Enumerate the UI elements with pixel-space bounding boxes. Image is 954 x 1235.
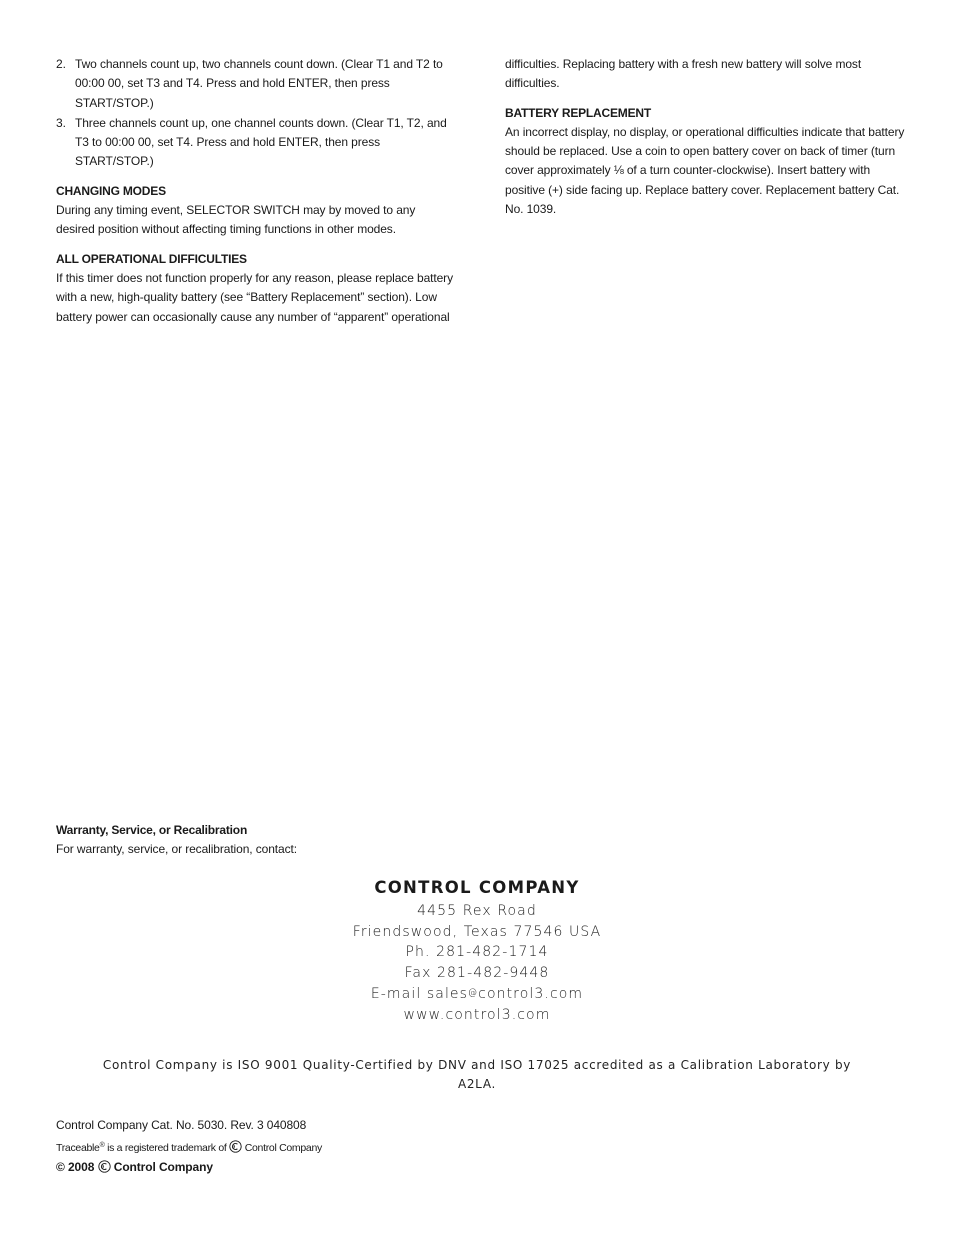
company-fax: Fax 281-482-9448 — [404, 964, 550, 981]
battery-replacement-body: An incorrect display, no display, or operational difficulties indicate that battery should be replaced. Use a coin to open battery cover on back of timer (turn cover approximately ⅛ of a turn counter-clockwise). Insert battery with positive (+) side facing up. Replace battery cover. Replacement battery Cat. No. 1039. — [505, 124, 905, 217]
operational-difficulties-heading: ALL OPERATIONAL DIFFICULTIES — [56, 251, 247, 266]
warranty-section — [56, 821, 297, 860]
control-company-logo-icon — [229, 1140, 242, 1153]
company-email — [0, 983, 954, 1005]
list-item — [56, 55, 456, 113]
right-column — [505, 55, 905, 219]
difficulties-continuation: difficulties. Replacing battery with a fresh new battery will solve most difficulties. — [505, 57, 862, 91]
copyright-prefix: © 2008 — [56, 1160, 98, 1174]
step-number: 2. — [56, 57, 66, 71]
registered-mark: ® — [99, 1141, 105, 1149]
steps-list — [56, 55, 456, 172]
company-contact-block — [0, 876, 954, 1026]
changing-modes-body: During any timing event, SELECTOR SWITCH may by moved to any desired position without affecting timing functions in other modes. — [56, 203, 416, 237]
trademark-name: Traceable — [56, 1141, 100, 1154]
email-at: @ — [468, 988, 479, 999]
company-city: Friendswood, Texas 77546 USA — [352, 923, 602, 940]
company-phone: Ph. 281-482-1714 — [405, 944, 549, 961]
step-number: 3. — [56, 115, 66, 130]
iso-statement: Control Company is ISO 9001 Quality-Certified by DNV and ISO 17025 accredited as a Calibration Laboratory by A2LA. — [102, 1058, 852, 1091]
step-text: Two channels count up, two channels count down. (Clear T1 and T2 to 00:00 00, set T3 and T4. Press and hold ENTER, then press START/STOP.) — [75, 57, 443, 110]
changing-modes-heading: CHANGING MODES — [56, 183, 166, 198]
control-company-logo-icon — [98, 1160, 111, 1173]
operational-difficulties-body: If this timer does not function properly for any reason, please replace battery with a new, high-quality battery (see “Battery Replacement” section). Low battery power can occasionally cause any number of “apparent” operational — [56, 270, 453, 324]
footer — [56, 1116, 322, 1178]
warranty-body: For warranty, service, or recalibration, contact: — [56, 842, 297, 857]
list-item — [56, 114, 456, 172]
battery-replacement-heading: BATTERY REPLACEMENT — [505, 105, 651, 120]
company-name: CONTROL COMPANY — [374, 878, 580, 897]
catalog-number: Control Company Cat. No. 5030. Rev. 3 040808 — [56, 1118, 307, 1132]
email-domain: control3.com — [478, 986, 584, 1003]
trademark-owner: Control Company — [244, 1141, 322, 1154]
left-column — [56, 55, 456, 327]
company-street: 4455 Rex Road — [417, 903, 537, 919]
copyright-notice — [56, 1158, 322, 1178]
trademark-text: is a registered trademark of — [104, 1141, 230, 1154]
copyright-owner: Control Company — [113, 1160, 213, 1174]
warranty-heading: Warranty, Service, or Recalibration — [56, 823, 248, 837]
step-text: Three channels count up, one channel counts down. (Clear T1, T2, and T3 to 00:00 00, set T4. Press and hold ENTER, then press START/STOP.) — [75, 115, 447, 169]
company-website: www.control3.com — [403, 1006, 551, 1023]
email-prefix: E-mail sales — [370, 986, 469, 1003]
trademark-notice — [56, 1136, 322, 1159]
